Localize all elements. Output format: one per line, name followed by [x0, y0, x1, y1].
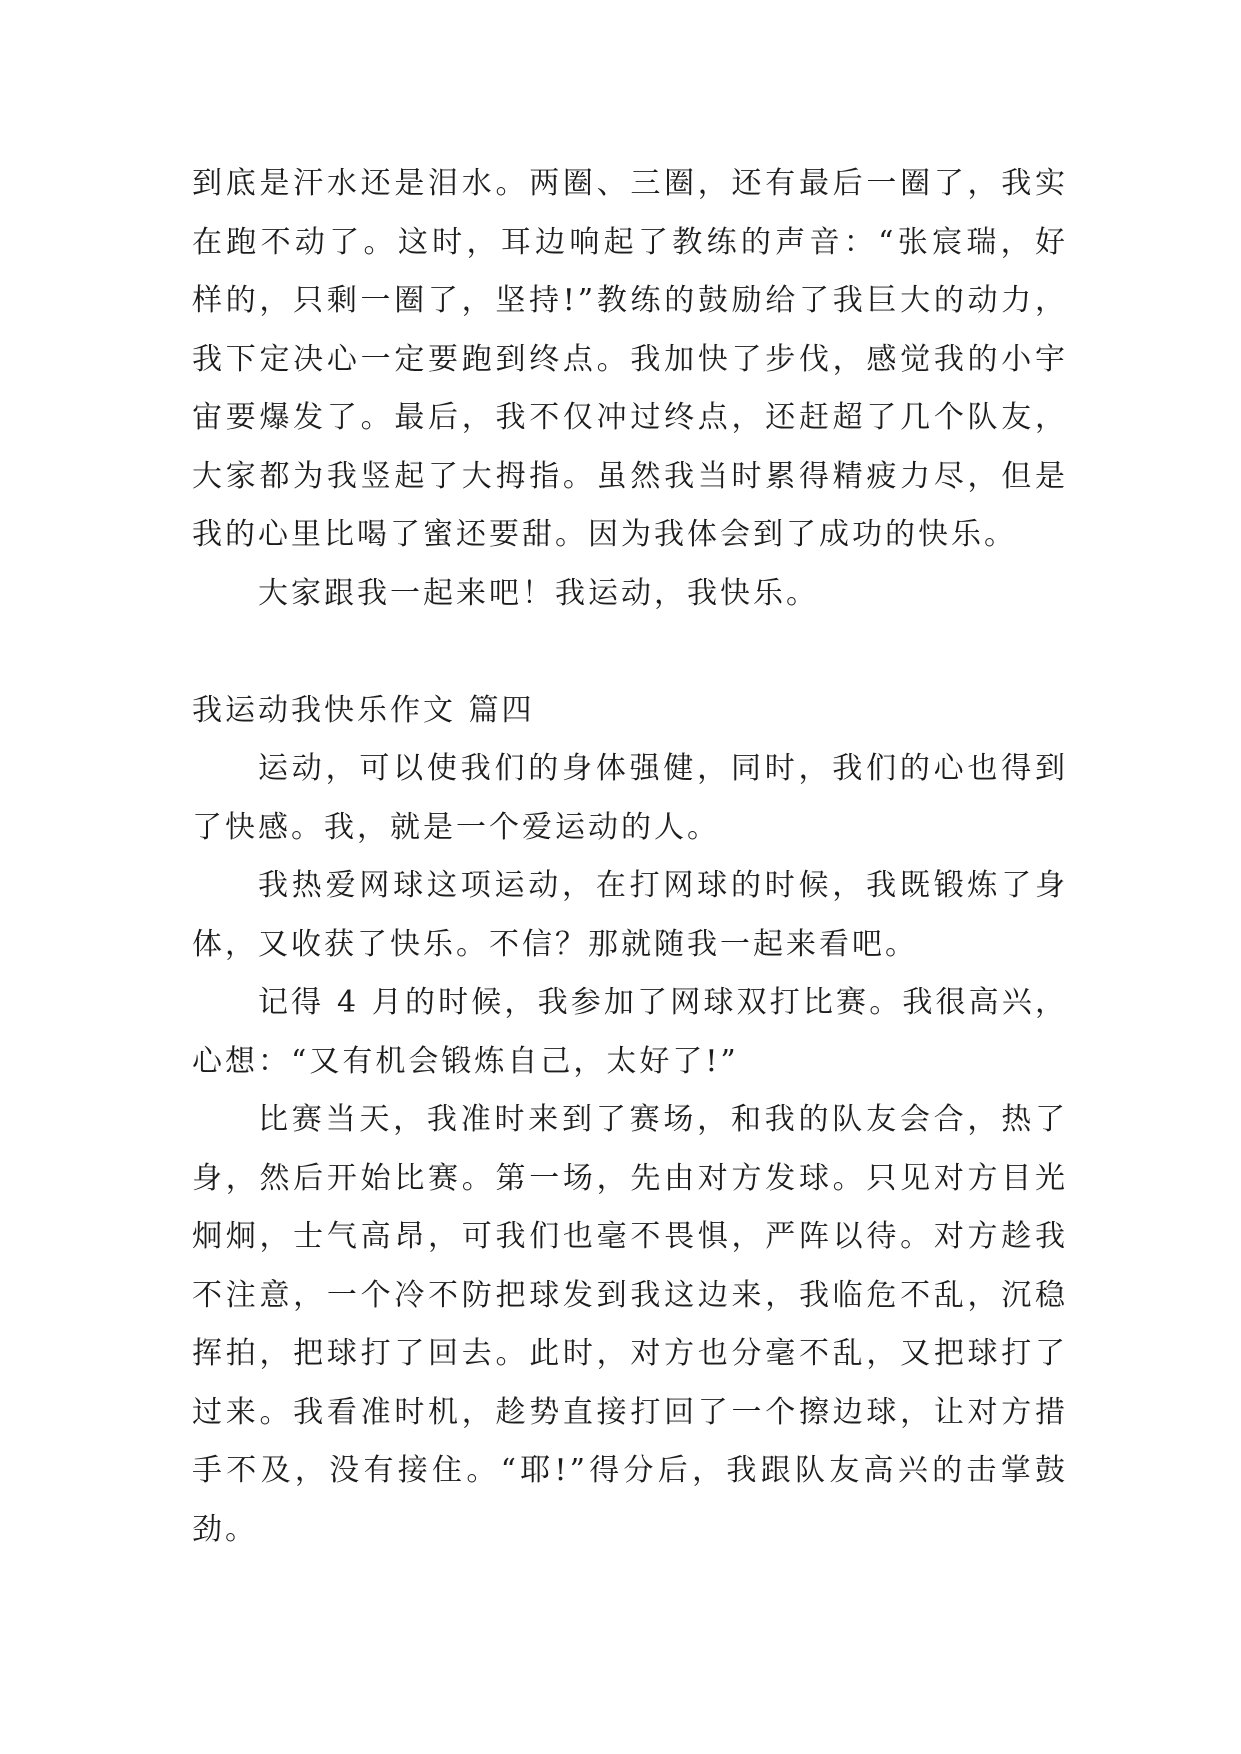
- text-line: 宙要爆发了。最后，我不仅冲过终点，还赶超了几个队友，: [192, 400, 1068, 435]
- text-line: 比赛当天，我准时来到了赛场，和我的队友会合，热了: [258, 1102, 1068, 1137]
- text-line: 不注意，一个冷不防把球发到我这边来，我临危不乱，沉稳: [192, 1277, 1068, 1313]
- essay-title: 我运动我快乐作文 篇四: [192, 692, 535, 728]
- text-line: 挥拍，把球打了回去。此时，对方也分毫不乱，又把球打了: [192, 1336, 1068, 1371]
- paragraph: [192, 565, 1068, 624]
- paragraph: [192, 974, 1068, 1091]
- text-line: 记得 4 月的时候，我参加了网球双打比赛。我很高兴，: [258, 985, 1068, 1020]
- text-line: 炯炯，士气高昂，可我们也毫不畏惧，严阵以待。对方趁我: [192, 1219, 1068, 1254]
- document-body: [192, 155, 1068, 1559]
- text-line: 心想：“又有机会锻炼自己，太好了!”: [192, 1043, 739, 1079]
- text-line: 大家跟我一起来吧！我运动，我快乐。: [258, 575, 819, 611]
- text-line: 体，又收获了快乐。不信？那就随我一起来看吧。: [192, 926, 918, 962]
- text-line: 大家都为我竖起了大拇指。虽然我当时累得精疲力尽，但是: [192, 458, 1068, 494]
- paragraph: [192, 1091, 1068, 1559]
- paragraph: [192, 857, 1068, 974]
- paragraph: [192, 740, 1068, 857]
- paragraph: [192, 155, 1068, 565]
- text-line: 在跑不动了。这时，耳边响起了教练的声音：“张宸瑞，好: [192, 224, 1068, 260]
- text-line: 劲。: [192, 1511, 258, 1547]
- text-line: 到底是汗水还是泪水。两圈、三圈，还有最后一圈了，我实: [192, 166, 1068, 201]
- text-line: 样的，只剩一圈了，坚持!”教练的鼓励给了我巨大的动力，: [192, 283, 1068, 318]
- text-line: 身，然后开始比赛。第一场，先由对方发球。只见对方目光: [192, 1160, 1068, 1196]
- text-line: 我下定决心一定要跑到终点。我加快了步伐，感觉我的小宇: [192, 341, 1068, 377]
- blank-line: [192, 623, 1068, 682]
- text-line: 手不及，没有接住。“耶!”得分后，我跟队友高兴的击掌鼓: [192, 1453, 1068, 1488]
- text-line: 我的心里比喝了蜜还要甜。因为我体会到了成功的快乐。: [192, 517, 1017, 552]
- text-line: 了快感。我，就是一个爱运动的人。: [192, 809, 720, 845]
- text-line: 运动，可以使我们的身体强健，同时，我们的心也得到: [258, 751, 1068, 786]
- text-line: 过来。我看准时机，趁势直接打回了一个擦边球，让对方措: [192, 1394, 1068, 1430]
- text-line: 我热爱网球这项运动，在打网球的时候，我既锻炼了身: [258, 868, 1068, 903]
